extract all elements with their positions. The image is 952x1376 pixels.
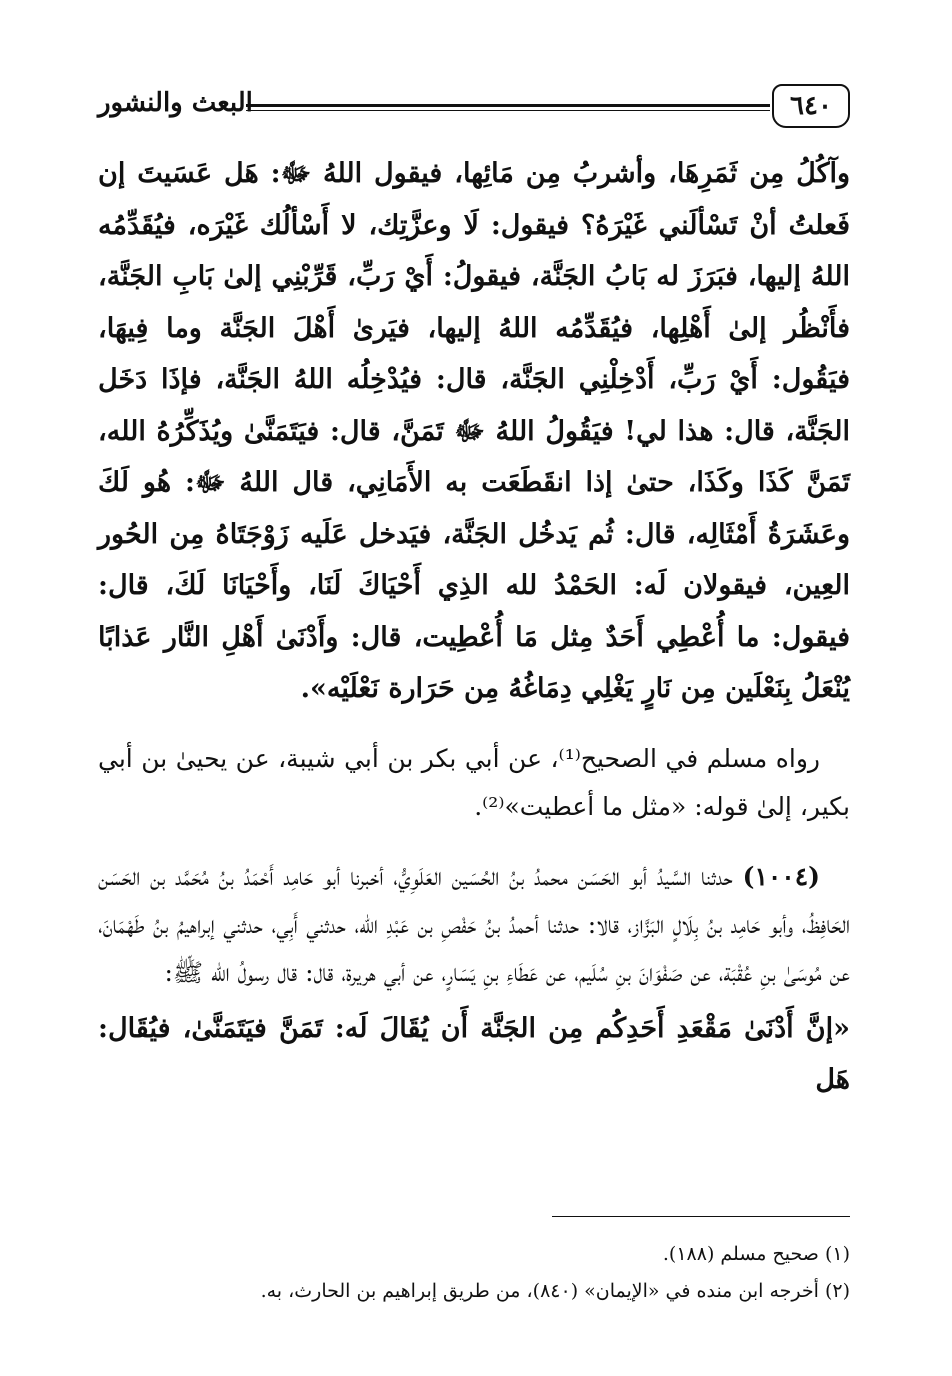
isnad-text: حدثنا السَّيدُ أبو الحَسَن محمدُ بنُ الحُسَين العَلَوِيُّ، أخبرنا أبو حَامِد أَحْمَدُ بنُ مُحَمَّد بن الحَسَن الحَافِظُ، وأبو حَامِد بنُ بِلَالٍ البَزَّاز، قالا: حدثنا أحمدُ بنُ حَفْصِ بن عَبْدِ الله، حدثني أَبِي، حدثني إبراهيمُ بنُ طَهْمَانَ، عن مُوسَىٰ بنِ عُقْبَة، عن صَفْوَانَ بنِ سُلَيم، عن عَطَاءِ بنِ يَسَارٍ، عن أبي هريرة، قال: قال رسولُ الله ﷺ: [98, 861, 850, 987]
header-rule [246, 104, 770, 111]
footnote-separator [552, 1216, 850, 1217]
footnotes [98, 1236, 850, 1310]
footnote-1: (١) صحيح مسلم (١٨٨). [662, 1243, 850, 1265]
hadith-number: (١٠٠٤) [742, 861, 820, 891]
isnad-paragraph [98, 853, 850, 997]
riwaya-paragraph: رواه مسلم في الصحيح⁽¹⁾، عن أبي بكر بن أبي شيبة، عن يحيىٰ بن أبي بكير، إلىٰ قوله: «مثل ما أعطيت»⁽²⁾. [98, 743, 850, 821]
running-header [98, 84, 850, 134]
main-text [98, 148, 850, 1106]
header-title: البعث والنشور [98, 88, 253, 118]
footnote-2: (٢) أخرجه ابن منده في «الإيمان» (٨٤٠)، من طريق إبراهيم بن الحارث، به. [260, 1280, 850, 1302]
hadith-paragraph: وآكُلُ مِن ثَمَرِهَا، وأشربُ مِن مَائِها، فيقول اللهُ ﷻ: هَل عَسَيتَ إن فَعلتُ أنْ تَسْألَني غَيْرَهُ؟ فيقول: لَا وعزَّتِك، لا أَسْألُك غَيْرَه، فيُقَدِّمُه اللهُ إليها، فبَرَزَ له بَابُ الجَنَّة، فيقولُ: أَيْ رَبِّ، قَرِّبْنِي إلىٰ بَابِ الجَنَّة، فأَنْظُر إلىٰ أَهْلِها، فيُقَدِّمُه اللهُ إليها، فيَرىٰ أَهْلَ الجَنَّة وما فِيهَا، فيَقُول: أَيْ رَبِّ، أَدْخِلْنِي الجَنَّة، قال: فيُدْخِلُه اللهُ الجَنَّة، فإذَا دَخَل الجَنَّة، قال: هذا لي! فيَقُولُ اللهُ ﷻ تَمَنَّ، قال: فيَتَمَنَّىٰ ويُذَكِّرُهُ الله، تَمَنَّ كَذَا وكَذَا، حتىٰ إذا انقَطَعَت به الأَمَانِي، قال اللهُ ﷻ: هُو لَكَ وعَشَرَةُ أَمْثَالِه، قال: ثُم يَدخُل الجَنَّة، فيَدخل عَلَيه زَوْجَتَاهُ مِن الحُور العِين، فيقولان لَه: الحَمْدُ لله الذِي أَحْيَاكَ لَنَا، وأَحْيَانَا لَكَ، قال: فيقول: ما أُعْطِي أَحَدٌ مِثل مَا أُعْطِيت، قال: وأَدْنَىٰ أَهْلِ النَّار عَذابًا يُنْعَلُ بِنَعْلَين مِن نَارٍ يَغْلِي دِمَاغُهُ مِن حَرَارة نَعْلَيْه». [98, 158, 850, 704]
hadith-2-paragraph: «إنَّ أَدْنَىٰ مَقْعَدِ أَحَدِكُم مِن الجَنَّة أَن يُقَالَ لَه: تَمَنَّ فيَتَمَنَّىٰ، فيُقَال: هَل [98, 1012, 850, 1095]
page-number: ٦٤٠ [772, 84, 850, 128]
